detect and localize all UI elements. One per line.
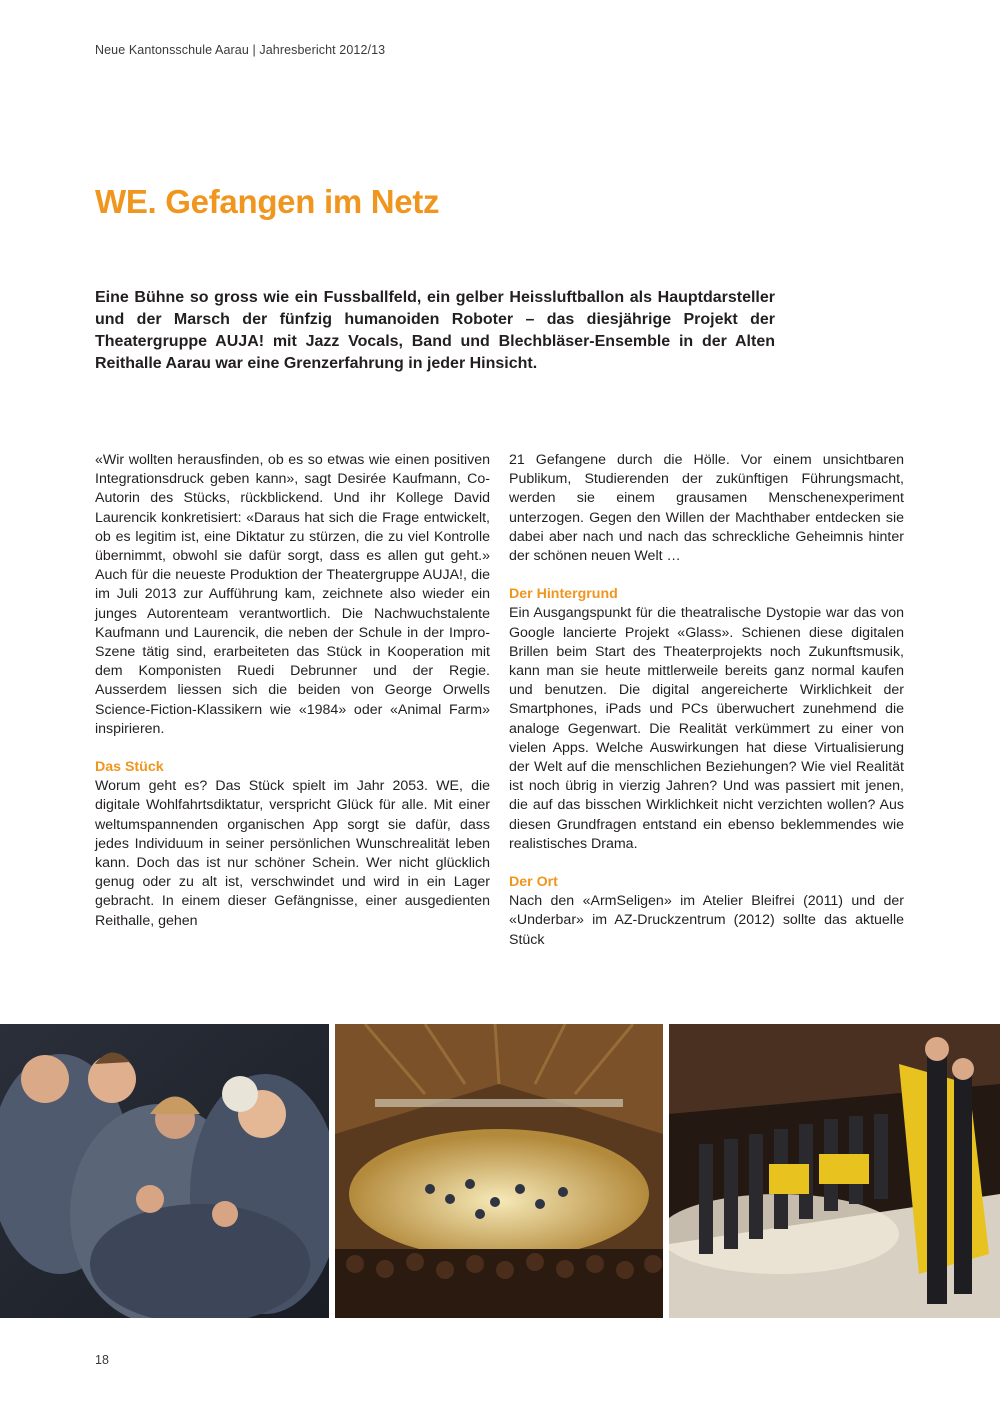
text-column-right [509,451,904,950]
riding-hall-stage-photo [335,1024,663,1318]
cast-bow-photo [669,1024,1000,1318]
actors-embracing-photo [0,1024,329,1318]
section-paragraph-ort: Nach den «ArmSeligen» im Atelier Bleifrei (2011) und der «Underbar» im AZ-Druckzentrum (2012) sollte das aktuelle Stück [509,893,904,948]
section-heading-ort: Der Ort [509,874,558,891]
intro-paragraph: «Wir wollten herausfinden, ob es so etwas wie einen positiven Integrationsdruck geben kann», sagt Desirée Kaufmann, Co-Autorin des Stücks, rückblickend. Und ihr Kollege David Laurencik konkretisiert: «Daraus hat sich die Frage entwickelt, ob es legitim ist, eine Diktatur zu stürzen, die zu viel Kontrolle übernimmt, obwohl sie dafür sorgt, dass es allen gut geht.» Auch für die neueste Produktion der Theatergruppe AUJA!, die im Juli 2013 zur Aufführung kam, zeichnete also wieder ein junges Autorenteam verantwortlich. Die Nachwuchstalente Kaufmann und Laurencik, die neben der Schule in der Impro-Szene tätig sind, erarbeiteten das Stück in Kooperation mit dem Komponisten Ruedi Debrunner und der Regie. Ausserdem liessen sich die beiden von George Orwells Science-Fiction-Klassikern wie «1984» oder «Animal Farm» inspirieren. [95,452,490,737]
section-paragraph-stueck: Worum geht es? Das Stück spielt im Jahr 2053. WE, die digitale Wohlfahrtsdiktatur, verspricht Glück für alle. Mit einer weltumspannenden organischen App sorgt sie dafür, dass jedes Individuum in seiner persönlichen Wunschrealität leben kann. Doch das ist nur schöner Schein. Wer nicht glücklich genug oder zu alt ist, verschwindet und wird in ein Lager gebracht. In einem dieser Gefängnisse, einer ausgedienten Reithalle, gehen [95,778,490,929]
article-title: WE. Gefangen im Netz [95,183,440,220]
text-column-left [95,451,490,931]
section-paragraph-stueck-continued: 21 Gefangene durch die Hölle. Vor einem unsichtbaren Publikum, Studierenden der zukünftigen Führungsmacht, werden sie einem grausamen Menschenexperiment unterzogen. Gegen den Willen der Machthaber entdecken sie dabei aber nach und nach das schreckliche Geheimnis hinter der schönen neuen Welt … [509,452,904,565]
section-heading-hintergrund: Der Hintergrund [509,586,618,603]
photo-strip [0,1024,1000,1318]
lead-paragraph: Eine Bühne so gross wie ein Fussballfeld, ein gelber Heissluftballon als Hauptdarsteller und der Marsch der fünfzig humanoiden Roboter – das diesjährige Projekt der Theatergruppe AUJA! mit Jazz Vocals, Band und Blechbläser-Ensemble in der Alten Reithalle Aarau war eine Grenzerfahrung in jeder Hinsicht. [95,289,775,372]
running-head: Neue Kantonsschule Aarau | Jahresbericht 2012/13 [95,43,386,57]
page-number: 18 [95,1353,109,1367]
section-paragraph-hintergrund: Ein Ausgangspunkt für die theatralische Dystopie war das von Google lancierte Projekt «Glass». Schienen diese digitalen Brillen beim Start des Theaterprojekts noch Zukunftsmusik, kann man sie heute mittlerweile bereits ganz normal kaufen und benutzen. Die digital angereicherte Wirklichkeit der Smartphones, iPads und PCs überwuchert zunehmend die analoge Gegenwart. Die Realität verkümmert zu einer von vielen Apps. Welche Auswirkungen hat diese Virtualisierung der Welt auf die menschlichen Beziehungen? Wie viel Realität ist noch übrig in vierzig Jahren? Und was passiert mit jenen, die auf das bisschen Wirklichkeit nicht verzichten wollen? Aus diesen Grundfragen entstand ein ebenso beklemmendes wie realistisches Drama. [509,605,904,852]
section-heading-stueck: Das Stück [95,759,164,776]
